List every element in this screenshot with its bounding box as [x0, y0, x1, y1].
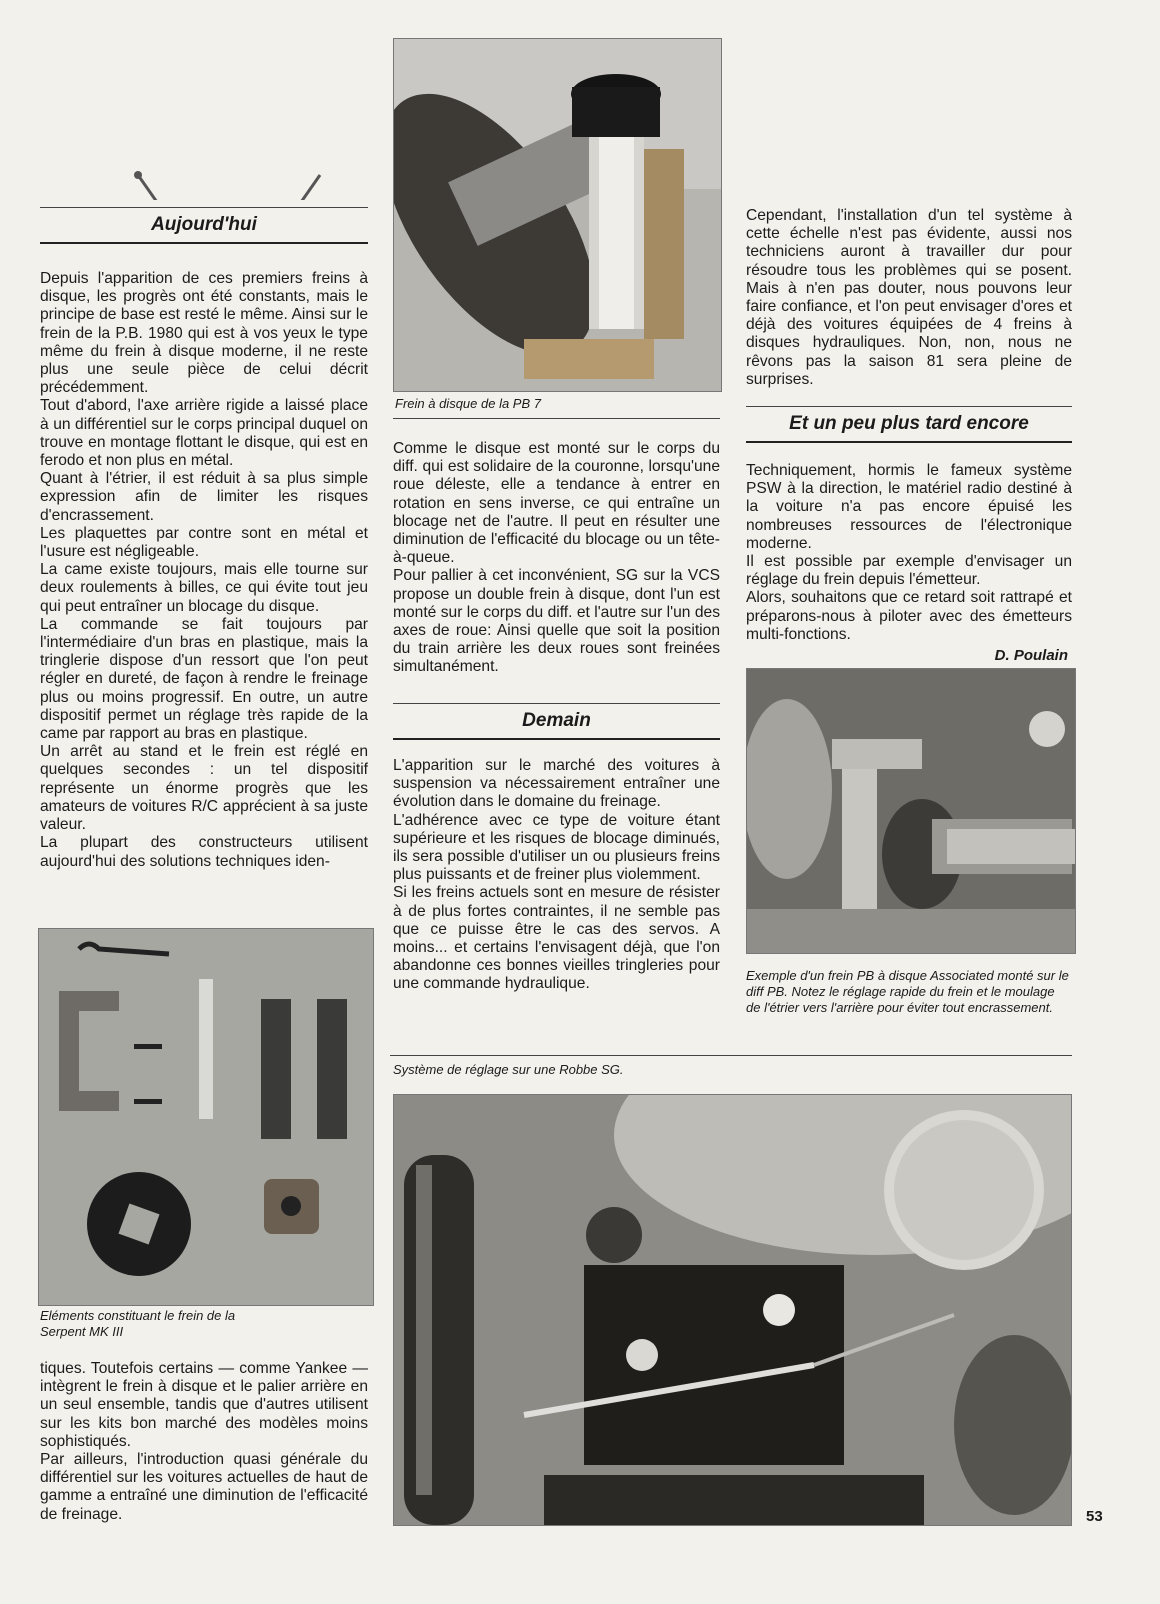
column-1-text: [40, 270, 368, 871]
paragraph: L'adhérence avec ce type de voiture étant supérieure et les risques de blocage diminués, ils sera possible d'utiliser un ou plusieurs freins plus puissants et de freiner plus violemment.: [393, 811, 720, 884]
paragraph: Par ailleurs, l'introduction quasi générale du différentiel sur les voitures actuelles de haut de gamme a entraîné une diminution de l'efficacité de freinage.: [40, 1451, 368, 1523]
column-2-text-demain: [393, 757, 720, 994]
paragraph: La commande se fait toujours par l'intermédiaire d'un bras en plastique, mais la tringlerie dispose d'un ressort que l'on peut régler en dureté, de façon à rendre le freinage plus ou moins progressif. En outre, un autre dispositif permet un réglage très rapide de la came par rapport au bras en plastique.: [40, 615, 368, 743]
section-heading-aujourdhui: Aujourd'hui: [151, 214, 257, 235]
section-divider: [390, 1055, 1072, 1056]
paragraph: Quant à l'étrier, il est réduit à sa plus simple expression afin de limiter les risques d'encrassement.: [40, 470, 368, 524]
photo-pb7-disc-brake: [393, 38, 722, 392]
paragraph: Tout d'abord, l'axe arrière rigide a laissé place à un différentiel sur le corps principal duquel on trouve en montage flottant le disque, qui est en ferodo et non plus en métal.: [40, 397, 368, 470]
heading-rule-top: [746, 406, 1072, 407]
paragraph: tiques. Toutefois certains — comme Yankee — intègrent le frein à disque et le palier arrière en un seul ensemble, tandis que d'autres utilisent sur les kits bon marché des modèles moins sophistiqués.: [40, 1360, 368, 1450]
caption-brake-elements: Eléments constituant le frein de la Serpent MK III: [40, 1308, 236, 1339]
caption-associated: Exemple d'un frein PB à disque Associated monté sur le diff PB. Notez le réglage rapide du frein et le moulage de l'étrier vers l'arrière pour éviter tout encrassement.: [746, 968, 1069, 1015]
caption-pb7: Frein à disque de la PB 7: [395, 396, 541, 411]
paragraph: Comme le disque est monté sur le corps du diff. qui est solidaire de la couronne, lorsqu'une roue déleste, elle a tendance à entrer en rotation en sens inverse, ce qui entraîne un blocage net de l'autre. Il peut en résulter une diminution de l'efficacité du blocage ou un tête-à-queue.: [393, 440, 720, 567]
paragraph: L'apparition sur le marché des voitures à suspension va nécessairement entraîner une évolution dans le domaine du freinage.: [393, 757, 720, 811]
paragraph: Pour pallier à cet inconvénient, SG sur la VCS propose un double frein à disque, dont l'un est monté sur le corps du diff. et l'autre sur l'un des axes de roue: Ainsi quelle que soit la position du train arrière les deux roues sont freinées simultanément.: [393, 567, 720, 676]
paragraph: Il est possible par exemple d'envisager un réglage du frein depuis l'émetteur.: [746, 553, 1072, 589]
column-1-continuation: [40, 1360, 368, 1524]
paragraph: Depuis l'apparition de ces premiers freins à disque, les progrès ont été constants, mais le principe de base est resté le même. Ainsi sur le frein de la P.B. 1980 qui est à vos yeux le type même du frein à disque moderne, il ne reste plus une seule pièce de celui décrit précédemment.: [40, 270, 368, 397]
paragraph: Si les freins actuels sont en mesure de résister à de plus fortes contraintes, il ne semble pas que ce puisse être le cas des servos. A moins... et certains l'envisagent déjà, que l'on abandonne ces bonnes vieilles tringleries pour une commande hydraulique.: [393, 884, 720, 993]
column-3-text: [746, 207, 1072, 389]
heading-rule-top: [40, 207, 368, 208]
column-3-text-plus-tard: [746, 462, 1072, 644]
page-number: 53: [1086, 1508, 1103, 1525]
heading-rule-bottom: [393, 738, 720, 740]
paragraph: Les plaquettes par contre sont en métal et l'usure est négligeable.: [40, 524, 368, 561]
heading-rule-bottom: [40, 242, 368, 244]
paragraph: La came existe toujours, mais elle tourne sur deux roulements à billes, ce qui évite tout jeu qui peut entraîner un blocage du disque.: [40, 561, 368, 615]
section-heading-plus-tard: Et un peu plus tard encore: [789, 413, 1029, 434]
caption-robbe: Système de réglage sur une Robbe SG.: [393, 1062, 624, 1077]
photo-associated-brake: [746, 668, 1076, 954]
heading-rule-bottom: [746, 441, 1072, 443]
paragraph: Techniquement, hormis le fameux système PSW à la direction, le matériel radio destiné à la voiture n'a pas encore épuisé les nombreuses ressources de l'électronique moderne.: [746, 462, 1072, 552]
photo-robbe-sg-mechanism: [393, 1094, 1072, 1526]
photo-antenna-fragment: [40, 80, 370, 200]
caption-rule: [393, 418, 720, 419]
section-heading-demain: Demain: [522, 710, 591, 731]
author-signature: D. Poulain: [994, 647, 1068, 664]
photo-brake-elements: [38, 928, 374, 1306]
paragraph: La plupart des constructeurs utilisent aujourd'hui des solutions techniques iden-: [40, 834, 368, 870]
paragraph: Alors, souhaitons que ce retard soit rattrapé et préparons-nous à piloter avec des émetteurs multi-fonctions.: [746, 589, 1072, 643]
column-2-text: [393, 440, 720, 677]
paragraph: Un arrêt au stand et le frein est réglé en quelques secondes : un tel dispositif représente un énorme progrès que les amateurs de voitures R/C apprécient à sa juste valeur.: [40, 743, 368, 834]
heading-rule-top: [393, 703, 720, 704]
paragraph: Cependant, l'installation d'un tel système à cette échelle n'est pas évidente, aussi nos techniciens auront à travailler dur pour résoudre tous les problèmes qui se posent. Mais à n'en pas douter, nous pouvons leur faire confiance, et l'on peut envisager d'ores et déjà des voitures équipées de 4 freins à disques hydrauliques. Non, non, nous ne rêvons pas la saison 81 sera pleine de surprises.: [746, 207, 1072, 388]
